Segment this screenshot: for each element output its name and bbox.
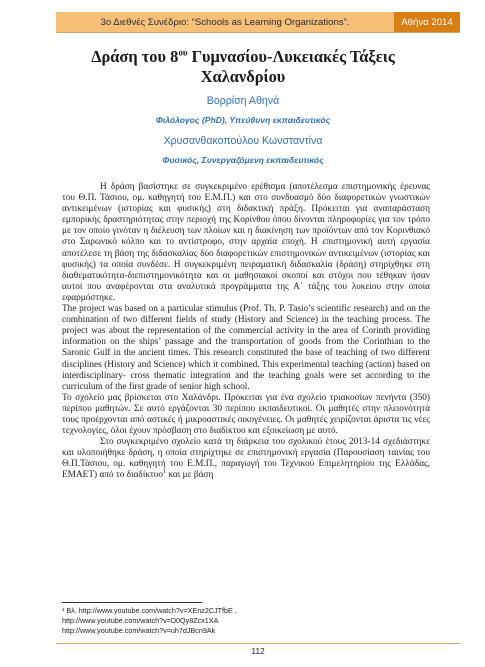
title-line1-start: Δράση του 8 — [91, 47, 179, 66]
author-name-2: Χρυσανθακοπούλου Κωνσταντίνα — [163, 135, 323, 147]
paragraph-greek-abstract: Η δράση βασίστηκε σε συγκεκριμένο ερέθισμα (αποτέλεσμα επιστημονικής έρευνας του Θ.Π. Τάσιου, ομ. καθηγητή του Ε.Μ.Π.) και στο συνδυασμό δύο διαφορετικών γνωστικών αντικειμένων (ιστορίας και φυσικής) στη διδακτική πράξη. Πρόκειται για αναπαράσταση εμπορικής δραστηριότητας στην περιοχή της Κορίνθου όπου δίνονται πληροφορίες για τον τρόπο με τον οποίο γινόταν η διέλευση των πλοίων και η διακίνηση των προϊόντων από τον Κορινθιακό στο Σαρωνικό κόλπο και το αντίστροφο, στην αρχαία εποχή. Η επιστημονική αυτή εργασία αποτέλεσε τη βάση της διδασκαλίας δύο διαφορετικών επιστημονικών αντικειμένων (ιστορίας και φυσικής) τα οποία συνδέσε. Η συγκεκριμένη πειραματική διδασκαλία (δράση) στηρίχθηκε στη διαθεματικότητα-διεπιστημονικότητα και οι μαθησιακοί σκοποί και στόχοι που τέθηκαν ήσαν αυτοί που αναφέρονται στα αναλυτικά προγράμματα της Α΄ τάξης του λυκείου στην οποία εφαρμόστηκε. — [62, 182, 430, 303]
paragraph-english-abstract: The project was based on a particular stimulus (Prof. Th. P. Tasio’s scientific research) and on the combination of two different fields of study (History and Science) in the teaching process. The project was about the representation of the commercial activity in the area of Corinth providing information on the ships’ passage and the transportation of goods from the Corinthian to the Saronic Gulf in the ancient times. This research constituted the base of teaching of two different disciplines (History and Science) which it combined. This experimental teaching (action) based on interdisciplinary- cross thematic integration and the teaching goals were set according to the curriculum of the first grade of senior high school. — [62, 304, 430, 392]
footnote-link-3[interactable]: http://www.youtube.com/watch?v=uh7dJBcn9Ak — [62, 626, 216, 635]
paper-body — [62, 182, 430, 482]
title-ordinal-suffix: ου — [178, 47, 188, 58]
footnote-link-2[interactable]: http://www.youtube.com/watch?v=D0Qy8Zcx1XA — [62, 616, 219, 625]
paragraph-action-tail: και με βάση — [166, 470, 214, 481]
footnote-link-1[interactable]: ¹ Βλ. http://www.youtube.com/watch?v=XEnz2CJTfbE , — [62, 606, 237, 615]
author-role-2: Φυσικός, Συνεργαζόμενη εκπαιδευτικός — [162, 155, 324, 165]
footnote-marker[interactable]: 1 — [163, 469, 166, 476]
paragraph-school: Το σχολείο μας βρίσκεται στο Χαλάνδρι. Πρόκειται για ένα σχολείο τριακοσίων πενήντα (350) περίπου μαθητών. Σε αυτό εργάζονται 30 περίπου εκπαιδευτικοί. Οι μαθητές στην πλειονότητά τους προέρχονται από αστικές ή μικροαστικές οικογένειες. Οι μαθητές χειρίζονται άριστα τις νέες τεχνολογίες, όλοι έχουν πρόσβαση στο διαδίκτυο και εξοικείωση με αυτό. — [62, 392, 430, 437]
paragraph-action-text: Στο συγκεκριμένο σχολείο κατά τη διάρκεια του σχολικού έτους 2013-14 σχεδιάστηκε και υλοποιήθηκε δράση, η οποία στηρίχτηκε σε επιστημονική εργασία (Παρουσίαση ταινίας του Θ.Π.Τάσιου, ομ. καθηγητή του Ε.Μ.Π., παραγωγή του Τεχνικού Επιμελητηρίου της Ελλάδας, ΕΜΑΕΤ) από το διαδίκτυο — [62, 437, 430, 481]
paper-title — [50, 47, 436, 87]
page-number: 112 — [56, 643, 460, 658]
title-line2: Χαλανδρίου — [200, 67, 286, 86]
running-header — [56, 12, 460, 33]
footnote — [62, 606, 430, 636]
conference-title: 3ο Διεθνές Συνέδριο: “Schools as Learning Organizations”. — [56, 12, 394, 32]
footnote-separator — [62, 602, 202, 603]
title-line1-end: Γυμνασίου-Λυκειακές Τάξεις — [187, 47, 395, 66]
author-name-1: Βορρίση Αθηνά — [206, 95, 280, 107]
paragraph-action — [62, 437, 430, 481]
author-role-1: Φιλόλογος (PhD), Υπεύθυνη εκπαιδευτικός — [155, 115, 331, 125]
location-year: Αθήνα 2014 — [394, 12, 460, 32]
